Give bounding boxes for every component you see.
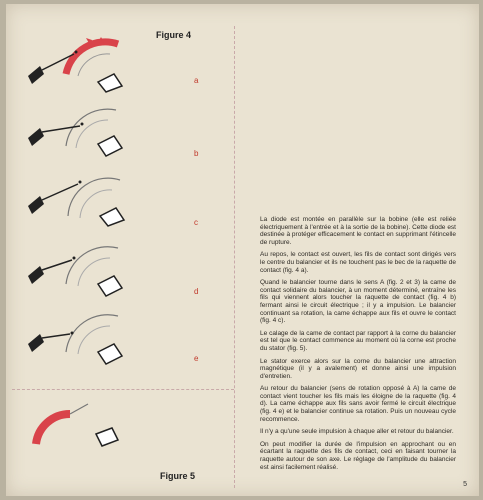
contact-racket (98, 136, 122, 156)
figure-4e-diagram (26, 308, 146, 368)
contact-racket (98, 344, 122, 364)
body-text (260, 216, 456, 476)
document-page (6, 4, 479, 496)
figure-4a-diagram (26, 36, 146, 96)
paragraph: On peut modifier la durée de l'impulsion en approchant ou en écartant la raquette des fils de contact, ceci en faisant tourner la raquette autour de son axe. Le réglage de l'amplitude du balancier est ainsi facilement réalisé. (260, 440, 456, 471)
contact-wire (42, 334, 70, 338)
contact-wire (42, 126, 80, 132)
figure-divider-horizontal (12, 389, 234, 390)
paragraph: Au repos, le contact est ouvert, les fils de contact sont dirigés vers le centre du balancier et ils ne touchent pas le bec de la raquette de contact (fig. 4 a). (260, 251, 456, 274)
stator (96, 428, 118, 446)
balance-horn-arc (36, 414, 70, 444)
contact-racket (100, 208, 124, 226)
figure-4c-diagram (26, 172, 146, 232)
paragraph: Le calage de la came de contact par rapport à la corne du balancier est tel que le contact commence au moment où la corne est proche du stator (fig. 5). (260, 329, 456, 352)
figure-divider-vertical (234, 26, 235, 488)
contact-wire (42, 184, 78, 200)
contact-racket (98, 74, 122, 92)
page-number: 5 (463, 481, 467, 488)
subfigure-label-b: b (194, 149, 199, 158)
paragraph: La diode est montée en parallèle sur la bobine (elle est reliée électriquement à l'entrée et à la sortie de la bobine). Cette diode est destinée à protéger efficacement le contact en supprimant l'étincelle de rupture. (260, 216, 456, 246)
contact-holder (28, 196, 44, 214)
contact-holder (28, 66, 44, 84)
figure-5-diagram (30, 400, 150, 460)
figure-column (6, 4, 234, 496)
arrow-label-a: A (98, 36, 105, 46)
paragraph: Il n'y a qu'une seule impulsion à chaque aller et retour du balancier. (260, 428, 454, 436)
paragraph: Au retour du balancier (sens de rotation opposé à A) la came de contact vient toucher les fils mais les éloigne de la raquette (fig. 4 d). La came échappe aux fils sans avoir fermé le circuit électrique (fig. 4 e) et le balancier continue sa rotation. Puis un nouveau cycle recommence. (260, 385, 456, 423)
figure-4d-diagram (26, 240, 146, 300)
subfigure-label-c: c (194, 218, 198, 227)
contact-holder (28, 266, 44, 284)
subfigure-label-e: e (194, 354, 199, 363)
subfigure-label-a: a (194, 76, 199, 85)
contact-holder (28, 128, 44, 146)
contact-wire (42, 260, 72, 270)
figure-4b-diagram (26, 104, 146, 164)
paragraph: Quand le balancier tourne dans le sens A (fig. 2 et 3) la came de contact solidaire du balancier, à un moment déterminé, entraîne les fils qui viennent alors toucher la raquette de contact (fig. 4 b) fermant ainsi le circuit électrique ; il y a impulsion. Le balancier continuant sa rotation, la came échappe aux fils et ouvre le contact (fig. 4 c). (260, 279, 456, 325)
contact-holder (28, 334, 44, 352)
paragraph: Le stator exerce alors sur la corne du balancier une attraction magnétique (il y a avalement) et donne ainsi une impulsion d'entretien. (260, 357, 456, 380)
contact-racket (98, 276, 122, 296)
figure-4-title: Figure 4 (156, 30, 192, 40)
subfigure-label-d: d (194, 287, 199, 296)
figure-5-title: Figure 5 (160, 471, 196, 481)
